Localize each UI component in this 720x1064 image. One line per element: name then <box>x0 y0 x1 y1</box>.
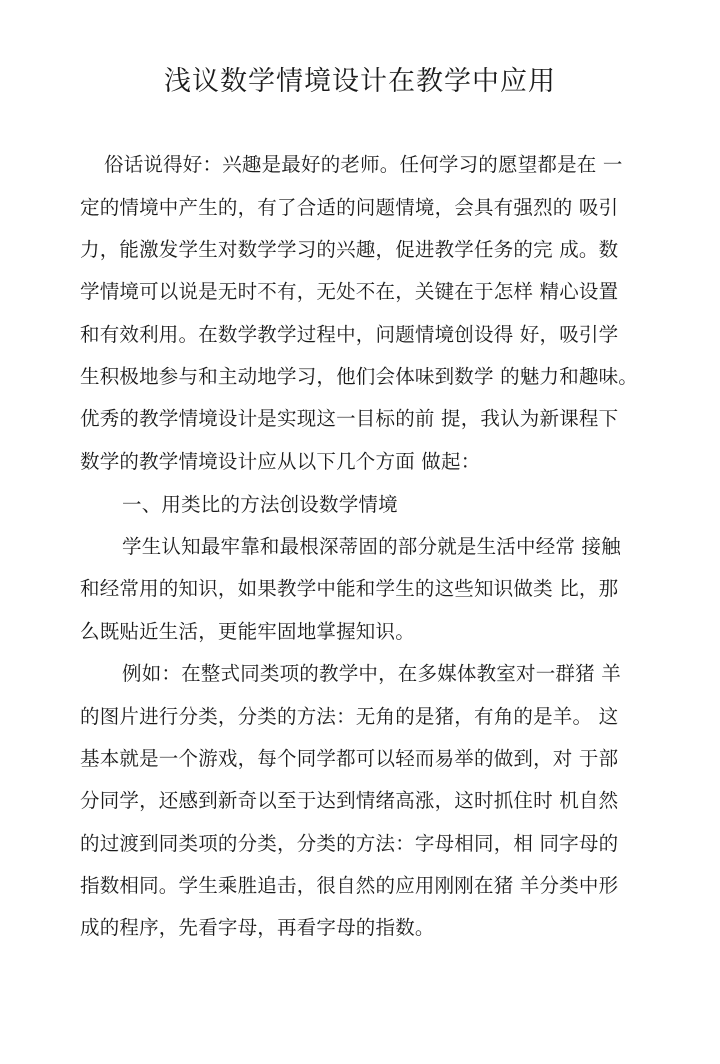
paragraph-line: 指数相同。学生乘胜追击，很自然的应用刚刚在猪 羊分类中形 <box>80 874 619 897</box>
paragraph-line: 的过渡到同类项的分类，分类的方法：字母相同，相 同字母的 <box>80 832 619 855</box>
paragraph-line: 学生认知最牢靠和最根深蒂固的部分就是生活中经常 接触 <box>122 535 621 558</box>
paragraph-line: 俗话说得好：兴趣是最好的老师。任何学习的愿望都是在 一 <box>104 153 623 176</box>
paragraph-line: 生积极地参与和主动地学习，他们会体味到数学 的魅力和趣味。 <box>80 365 638 388</box>
paragraph-line: 和有效利用。在数学教学过程中，问题情境创设得 好，吸引学 <box>80 323 619 346</box>
paragraph-line: 成的程序，先看字母，再看字母的指数。 <box>80 916 435 939</box>
paragraph-line: 力，能激发学生对数学学习的兴趣，促进教学任务的完 成。数 <box>80 238 619 261</box>
paragraph-line: 和经常用的知识，如果教学中能和学生的这些知识做类 比，那 <box>80 577 619 600</box>
paragraph-line: 的图片进行分类，分类的方法：无角的是猪，有角的是羊。 这 <box>80 705 619 728</box>
paragraph-line: 学情境可以说是无时不有，无处不在，关键在于怎样 精心设置 <box>80 280 619 303</box>
paragraph-line: 数学的教学情境设计应从以下几个方面 做起： <box>80 450 481 473</box>
section-heading: 一、用类比的方法创设数学情境 <box>122 493 398 516</box>
paragraph-line: 么既贴近生活，更能牢固地掌握知识。 <box>80 620 415 643</box>
paragraph-line: 优秀的教学情境设计是实现这一目标的前 提，我认为新课程下 <box>80 407 619 430</box>
paragraph-line: 基本就是一个游戏，每个同学都可以轻而易举的做到，对 于部 <box>80 747 619 770</box>
paragraph-line: 定的情境中产生的，有了合适的问题情境，会具有强烈的 吸引 <box>80 196 619 219</box>
paragraph-line: 例如：在整式同类项的教学中，在多媒体教室对一群猪 羊 <box>122 662 621 685</box>
paragraph-line: 分同学，还感到新奇以至于达到情绪高涨，这时抓住时 机自然 <box>80 789 619 812</box>
page-title: 浅议数学情境设计在教学中应用 <box>164 66 556 97</box>
